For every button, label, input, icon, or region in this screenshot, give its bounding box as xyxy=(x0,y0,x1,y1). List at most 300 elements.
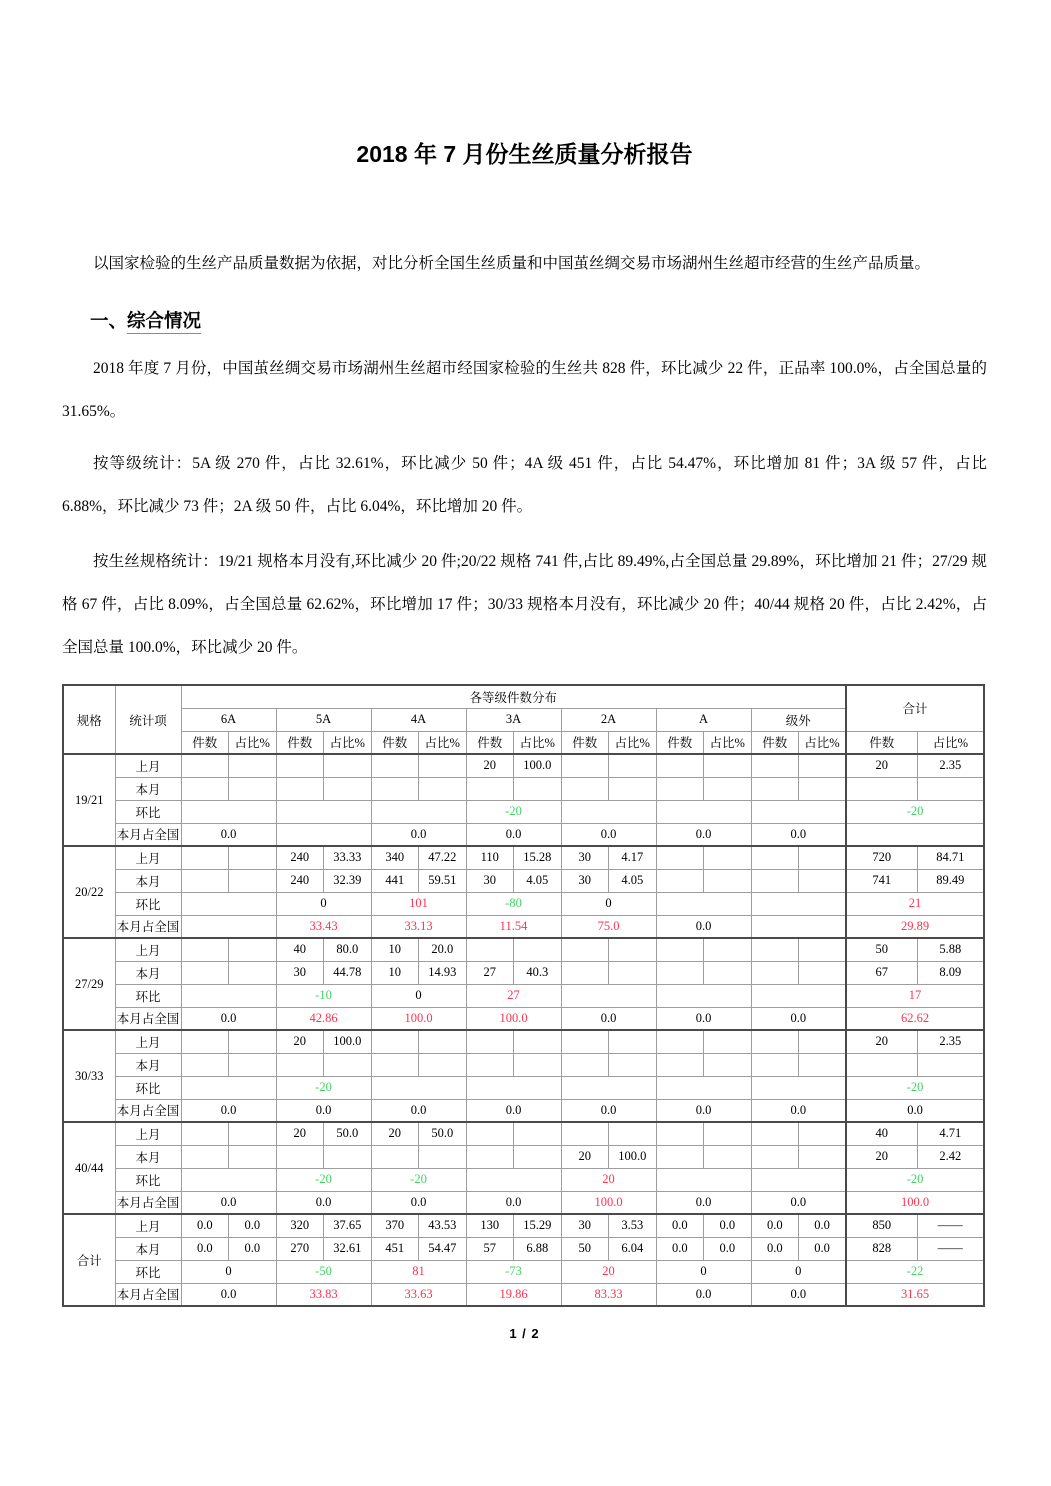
mom-change-cell xyxy=(751,1168,846,1191)
mom-change-cell xyxy=(181,800,276,823)
table-row xyxy=(63,1145,984,1168)
mom-change-cell xyxy=(371,1076,466,1099)
count-cell xyxy=(656,1145,704,1168)
mom-change-cell xyxy=(656,984,751,1007)
pct-cell xyxy=(609,754,657,777)
table-row xyxy=(63,1237,984,1260)
count-cell: 30 xyxy=(561,1214,609,1237)
mom-change-cell xyxy=(656,892,751,915)
pct-cell xyxy=(324,1053,372,1076)
header-grade: 3A xyxy=(466,708,561,731)
count-cell xyxy=(656,1122,704,1145)
count-cell xyxy=(181,1053,229,1076)
mom-change-cell: 27 xyxy=(466,984,561,1007)
national-share-cell: 19.86 xyxy=(466,1283,561,1306)
count-cell xyxy=(466,1122,514,1145)
mom-change-cell: -10 xyxy=(276,984,371,1007)
pct-cell: 40.3 xyxy=(514,961,562,984)
mom-change-cell: -20 xyxy=(846,800,984,823)
pct-cell: 20.0 xyxy=(419,938,467,961)
count-cell xyxy=(846,1053,917,1076)
count-cell: 30 xyxy=(561,846,609,869)
count-cell: 270 xyxy=(276,1237,324,1260)
pct-cell: 0.0 xyxy=(799,1214,847,1237)
pct-cell xyxy=(229,938,277,961)
table-row xyxy=(63,823,984,846)
pct-cell: 84.71 xyxy=(917,846,984,869)
count-cell xyxy=(561,1122,609,1145)
count-cell: 40 xyxy=(846,1122,917,1145)
count-cell xyxy=(181,777,229,800)
header-count: 件数 xyxy=(181,731,229,754)
table-row xyxy=(63,984,984,1007)
count-cell xyxy=(656,754,704,777)
pct-cell xyxy=(799,961,847,984)
count-cell xyxy=(276,754,324,777)
count-cell xyxy=(656,846,704,869)
header-pct: 占比% xyxy=(917,731,984,754)
stat-label-cell: 上月 xyxy=(115,938,181,961)
national-share-cell: 0.0 xyxy=(276,1099,371,1122)
mom-change-cell: 17 xyxy=(846,984,984,1007)
table-row xyxy=(63,1214,984,1237)
count-cell xyxy=(466,1145,514,1168)
stat-label-cell: 环比 xyxy=(115,800,181,823)
count-cell: 10 xyxy=(371,938,419,961)
spec-cell: 30/33 xyxy=(63,1030,115,1122)
mom-change-cell: 81 xyxy=(371,1260,466,1283)
table-row xyxy=(63,1260,984,1283)
stat-label-cell: 本月占全国 xyxy=(115,1007,181,1030)
table-head xyxy=(63,685,984,754)
national-share-cell: 0.0 xyxy=(561,1007,656,1030)
national-share-cell: 33.63 xyxy=(371,1283,466,1306)
header-count: 件数 xyxy=(276,731,324,754)
pct-cell: 0.0 xyxy=(704,1237,752,1260)
mom-change-cell: 0 xyxy=(371,984,466,1007)
national-share-cell: 0.0 xyxy=(656,823,751,846)
count-cell: 20 xyxy=(846,1030,917,1053)
pct-cell xyxy=(324,1145,372,1168)
count-cell xyxy=(561,938,609,961)
count-cell xyxy=(656,961,704,984)
stat-label-cell: 环比 xyxy=(115,1260,181,1283)
table-row xyxy=(63,754,984,777)
pct-cell xyxy=(704,777,752,800)
pct-cell xyxy=(799,1145,847,1168)
count-cell xyxy=(276,1145,324,1168)
pct-cell xyxy=(704,846,752,869)
pct-cell xyxy=(229,1053,277,1076)
pct-cell: 89.49 xyxy=(917,869,984,892)
national-share-cell: 0.0 xyxy=(656,1191,751,1214)
national-share-cell: 0.0 xyxy=(656,1099,751,1122)
table-row xyxy=(63,1076,984,1099)
count-cell xyxy=(181,1122,229,1145)
pct-cell xyxy=(419,1053,467,1076)
spec-stats-paragraph: 按生丝规格统计：19/21 规格本月没有,环比减少 20 件;20/22 规格 741 件,占比 89.49%,占全国总量 29.89%，环比增加 21 件；27/29 规格 67 件，占比 8.09%，占全国总量 62.62%，环比增加 17 件；30/33 规格本月没有，环比减少 20 件；40/44 规格 20 件，占比 2.42%，占全国总量 100.0%，环比减少 20 件。 xyxy=(62,553,987,656)
national-share-cell: 100.0 xyxy=(371,1007,466,1030)
count-cell: 441 xyxy=(371,869,419,892)
table-row xyxy=(63,1053,984,1076)
pct-cell: 80.0 xyxy=(324,938,372,961)
pct-cell xyxy=(704,869,752,892)
spec-cell: 20/22 xyxy=(63,846,115,938)
pct-cell: 2.35 xyxy=(917,754,984,777)
pct-cell xyxy=(229,1122,277,1145)
mom-change-cell: -20 xyxy=(466,800,561,823)
pct-cell xyxy=(514,1122,562,1145)
table-row xyxy=(63,1168,984,1191)
mom-change-cell xyxy=(656,1168,751,1191)
count-cell: 340 xyxy=(371,846,419,869)
national-share-cell: 33.13 xyxy=(371,915,466,938)
header-grade: 4A xyxy=(371,708,466,731)
header-grade: 5A xyxy=(276,708,371,731)
national-share-cell: 0.0 xyxy=(371,1099,466,1122)
national-share-cell: 0.0 xyxy=(561,1099,656,1122)
count-cell: 0.0 xyxy=(656,1214,704,1237)
header-grade: 级外 xyxy=(751,708,846,731)
national-share-cell: 42.86 xyxy=(276,1007,371,1030)
count-cell xyxy=(181,1145,229,1168)
national-share-cell: 0.0 xyxy=(656,1283,751,1306)
stat-label-cell: 本月 xyxy=(115,1145,181,1168)
stat-label-cell: 上月 xyxy=(115,1122,181,1145)
pct-cell: 8.09 xyxy=(917,961,984,984)
pct-cell: 59.51 xyxy=(419,869,467,892)
table-row xyxy=(63,1122,984,1145)
count-cell: 850 xyxy=(846,1214,917,1237)
count-cell: 0.0 xyxy=(181,1214,229,1237)
pct-cell: 4.05 xyxy=(514,869,562,892)
header-spec: 规格 xyxy=(63,685,115,754)
header-pct: 占比% xyxy=(704,731,752,754)
mom-change-cell xyxy=(751,892,846,915)
national-share-cell: 100.0 xyxy=(846,1191,984,1214)
header-pct: 占比% xyxy=(419,731,467,754)
mom-change-cell xyxy=(656,800,751,823)
pct-cell xyxy=(229,754,277,777)
pct-cell: 5.88 xyxy=(917,938,984,961)
count-cell: 30 xyxy=(561,869,609,892)
pct-cell xyxy=(704,754,752,777)
table-row xyxy=(63,869,984,892)
document-content xyxy=(0,140,1051,1341)
pct-cell xyxy=(514,777,562,800)
mom-change-cell xyxy=(751,800,846,823)
national-share-cell: 0.0 xyxy=(181,1007,276,1030)
pct-cell: 100.0 xyxy=(514,754,562,777)
table-row xyxy=(63,892,984,915)
pct-cell xyxy=(704,1145,752,1168)
header-count: 件数 xyxy=(656,731,704,754)
grade-stats-paragraph: 按等级统计：5A 级 270 件，占比 32.61%，环比减少 50 件；4A 级 451 件，占比 54.47%，环比增加 81 件；3A 级 57 件，占比 6.88%，环比减少 73 件；2A 级 50 件，占比 6.04%，环比增加 20 件。 xyxy=(62,455,987,515)
pct-cell xyxy=(799,938,847,961)
summary-paragraph: 2018 年度 7 月份，中国茧丝绸交易市场湖州生丝超市经国家检验的生丝共 828 件，环比减少 22 件，正品率 100.0%，占全国总量的 31.65%。 xyxy=(62,360,987,420)
count-cell xyxy=(656,938,704,961)
stat-label-cell: 本月占全国 xyxy=(115,1099,181,1122)
stat-label-cell: 本月占全国 xyxy=(115,1283,181,1306)
pct-cell xyxy=(419,1145,467,1168)
count-cell: 0.0 xyxy=(751,1237,799,1260)
mom-change-cell: -73 xyxy=(466,1260,561,1283)
pct-cell xyxy=(419,754,467,777)
count-cell: 57 xyxy=(466,1237,514,1260)
national-share-cell: 0.0 xyxy=(181,1191,276,1214)
count-cell xyxy=(371,1053,419,1076)
stat-label-cell: 本月 xyxy=(115,1053,181,1076)
count-cell xyxy=(751,1122,799,1145)
count-cell xyxy=(276,1053,324,1076)
table-row xyxy=(63,1030,984,1053)
mom-change-cell xyxy=(656,1076,751,1099)
national-share-cell: 0.0 xyxy=(751,823,846,846)
header-row-2 xyxy=(63,708,984,731)
header-total: 合计 xyxy=(846,685,984,731)
stat-label-cell: 本月占全国 xyxy=(115,1191,181,1214)
mom-change-cell xyxy=(561,984,656,1007)
national-share-cell: 0.0 xyxy=(371,823,466,846)
national-share-cell: 0.0 xyxy=(181,1283,276,1306)
pct-cell xyxy=(514,1145,562,1168)
pct-cell: 6.04 xyxy=(609,1237,657,1260)
count-cell: 20 xyxy=(276,1122,324,1145)
mom-change-cell: -50 xyxy=(276,1260,371,1283)
header-row-3 xyxy=(63,731,984,754)
stat-label-cell: 上月 xyxy=(115,754,181,777)
count-cell xyxy=(371,1030,419,1053)
pct-cell xyxy=(514,938,562,961)
header-grade: A xyxy=(656,708,751,731)
pct-cell: 6.88 xyxy=(514,1237,562,1260)
national-share-cell: 0.0 xyxy=(751,1283,846,1306)
header-count: 件数 xyxy=(846,731,917,754)
header-grade: 2A xyxy=(561,708,656,731)
table-row xyxy=(63,1099,984,1122)
count-cell xyxy=(371,754,419,777)
mom-change-cell xyxy=(181,1076,276,1099)
pct-cell: 37.65 xyxy=(324,1214,372,1237)
national-share-cell: 0.0 xyxy=(466,1191,561,1214)
count-cell: 451 xyxy=(371,1237,419,1260)
header-stat: 统计项 xyxy=(115,685,181,754)
pct-cell xyxy=(609,1122,657,1145)
count-cell xyxy=(181,1030,229,1053)
spec-cell: 27/29 xyxy=(63,938,115,1030)
national-share-cell: 0.0 xyxy=(466,1099,561,1122)
pct-cell xyxy=(514,1030,562,1053)
national-share-cell: 100.0 xyxy=(466,1007,561,1030)
pct-cell xyxy=(514,1053,562,1076)
pct-cell xyxy=(799,869,847,892)
national-share-cell: 0.0 xyxy=(846,1099,984,1122)
pct-cell: 0.0 xyxy=(799,1237,847,1260)
national-share-cell: 0.0 xyxy=(656,1007,751,1030)
table-body xyxy=(63,754,984,1306)
mom-change-cell xyxy=(181,1168,276,1191)
count-cell xyxy=(181,961,229,984)
pct-cell: 43.53 xyxy=(419,1214,467,1237)
pct-cell xyxy=(799,1053,847,1076)
pct-cell xyxy=(799,777,847,800)
mom-change-cell: 20 xyxy=(561,1260,656,1283)
pct-cell: 0.0 xyxy=(704,1214,752,1237)
count-cell xyxy=(466,777,514,800)
count-cell xyxy=(181,754,229,777)
pct-cell xyxy=(609,961,657,984)
page-title: 2018 年 7 月份生丝质量分析报告 xyxy=(356,141,693,167)
table-row xyxy=(63,777,984,800)
spec-cell: 40/44 xyxy=(63,1122,115,1214)
pct-cell xyxy=(229,869,277,892)
count-cell: 20 xyxy=(846,1145,917,1168)
mom-change-cell xyxy=(466,1168,561,1191)
pct-cell xyxy=(799,846,847,869)
national-share-cell: 0.0 xyxy=(656,915,751,938)
mom-change-cell: 0 xyxy=(656,1260,751,1283)
count-cell: 741 xyxy=(846,869,917,892)
header-pct: 占比% xyxy=(324,731,372,754)
mom-change-cell: 21 xyxy=(846,892,984,915)
national-share-cell: 0.0 xyxy=(561,823,656,846)
mom-change-cell: 0 xyxy=(561,892,656,915)
table-row xyxy=(63,846,984,869)
intro-paragraph: 以国家检验的生丝产品质量数据为依据，对比分析全国生丝质量和中国茧丝绸交易市场湖州生丝超市经营的生丝产品质量。 xyxy=(93,255,931,272)
pct-cell: 54.47 xyxy=(419,1237,467,1260)
national-share-cell: 0.0 xyxy=(181,1099,276,1122)
mom-change-cell: 101 xyxy=(371,892,466,915)
mom-change-cell xyxy=(466,1076,561,1099)
count-cell: 67 xyxy=(846,961,917,984)
pct-cell: 32.61 xyxy=(324,1237,372,1260)
count-cell: 50 xyxy=(846,938,917,961)
section-heading-title: 综合情况 xyxy=(127,310,201,334)
count-cell xyxy=(751,754,799,777)
pct-cell: 4.17 xyxy=(609,846,657,869)
pct-cell xyxy=(917,777,984,800)
count-cell: 320 xyxy=(276,1214,324,1237)
table-row xyxy=(63,1191,984,1214)
pct-cell: 15.29 xyxy=(514,1214,562,1237)
pct-cell xyxy=(609,938,657,961)
count-cell xyxy=(751,1053,799,1076)
pct-cell: 3.53 xyxy=(609,1214,657,1237)
count-cell xyxy=(846,777,917,800)
count-cell: 10 xyxy=(371,961,419,984)
mom-change-cell xyxy=(561,1076,656,1099)
national-share-cell xyxy=(846,823,984,846)
count-cell xyxy=(181,846,229,869)
count-cell xyxy=(561,1053,609,1076)
pct-cell: 44.78 xyxy=(324,961,372,984)
count-cell: 27 xyxy=(466,961,514,984)
count-cell xyxy=(371,777,419,800)
count-cell xyxy=(181,938,229,961)
national-share-cell: 0.0 xyxy=(751,1191,846,1214)
count-cell xyxy=(466,1030,514,1053)
mom-change-cell xyxy=(276,800,371,823)
national-share-cell: 0.0 xyxy=(371,1191,466,1214)
pct-cell xyxy=(704,938,752,961)
count-cell xyxy=(656,1030,704,1053)
pct-cell: 47.22 xyxy=(419,846,467,869)
pct-cell: —— xyxy=(917,1214,984,1237)
pct-cell xyxy=(799,1122,847,1145)
pct-cell xyxy=(609,777,657,800)
count-cell xyxy=(751,1030,799,1053)
header-pct: 占比% xyxy=(514,731,562,754)
table-row xyxy=(63,938,984,961)
mom-change-cell xyxy=(561,800,656,823)
pct-cell xyxy=(229,1145,277,1168)
table-row xyxy=(63,915,984,938)
national-share-cell: 33.83 xyxy=(276,1283,371,1306)
pct-cell xyxy=(799,1030,847,1053)
pct-cell: 50.0 xyxy=(419,1122,467,1145)
mom-change-cell: -20 xyxy=(846,1076,984,1099)
count-cell xyxy=(561,777,609,800)
national-share-cell: 0.0 xyxy=(751,1007,846,1030)
pct-cell: 15.28 xyxy=(514,846,562,869)
national-share-cell: 62.62 xyxy=(846,1007,984,1030)
count-cell xyxy=(181,869,229,892)
count-cell: 720 xyxy=(846,846,917,869)
stat-label-cell: 本月 xyxy=(115,1237,181,1260)
count-cell xyxy=(561,754,609,777)
section-heading xyxy=(90,309,987,333)
pct-cell: 32.39 xyxy=(324,869,372,892)
pct-cell xyxy=(704,1053,752,1076)
count-cell: 30 xyxy=(466,869,514,892)
national-share-cell: 83.33 xyxy=(561,1283,656,1306)
header-pct: 占比% xyxy=(799,731,847,754)
count-cell xyxy=(751,869,799,892)
pct-cell: 4.71 xyxy=(917,1122,984,1145)
pct-cell xyxy=(704,1122,752,1145)
mom-change-cell: 0 xyxy=(181,1260,276,1283)
count-cell xyxy=(371,1145,419,1168)
pct-cell: 0.0 xyxy=(229,1237,277,1260)
mom-change-cell: -20 xyxy=(276,1168,371,1191)
mom-change-cell: -20 xyxy=(276,1076,371,1099)
header-row-1 xyxy=(63,685,984,708)
pct-cell: —— xyxy=(917,1237,984,1260)
pct-cell xyxy=(609,1030,657,1053)
header-distribution: 各等级件数分布 xyxy=(181,685,846,708)
header-count: 件数 xyxy=(371,731,419,754)
pct-cell xyxy=(229,777,277,800)
count-cell xyxy=(656,869,704,892)
count-cell: 110 xyxy=(466,846,514,869)
stat-label-cell: 本月 xyxy=(115,961,181,984)
header-pct: 占比% xyxy=(609,731,657,754)
stat-label-cell: 本月占全国 xyxy=(115,823,181,846)
national-share-cell xyxy=(276,823,371,846)
pct-cell: 2.35 xyxy=(917,1030,984,1053)
count-cell: 20 xyxy=(561,1145,609,1168)
pct-cell: 0.0 xyxy=(229,1214,277,1237)
count-cell: 240 xyxy=(276,869,324,892)
count-cell: 20 xyxy=(466,754,514,777)
header-grade: 6A xyxy=(181,708,276,731)
count-cell: 828 xyxy=(846,1237,917,1260)
mom-change-cell: 0 xyxy=(751,1260,846,1283)
count-cell xyxy=(561,961,609,984)
national-share-cell: 29.89 xyxy=(846,915,984,938)
stat-label-cell: 本月 xyxy=(115,869,181,892)
pct-cell xyxy=(229,846,277,869)
